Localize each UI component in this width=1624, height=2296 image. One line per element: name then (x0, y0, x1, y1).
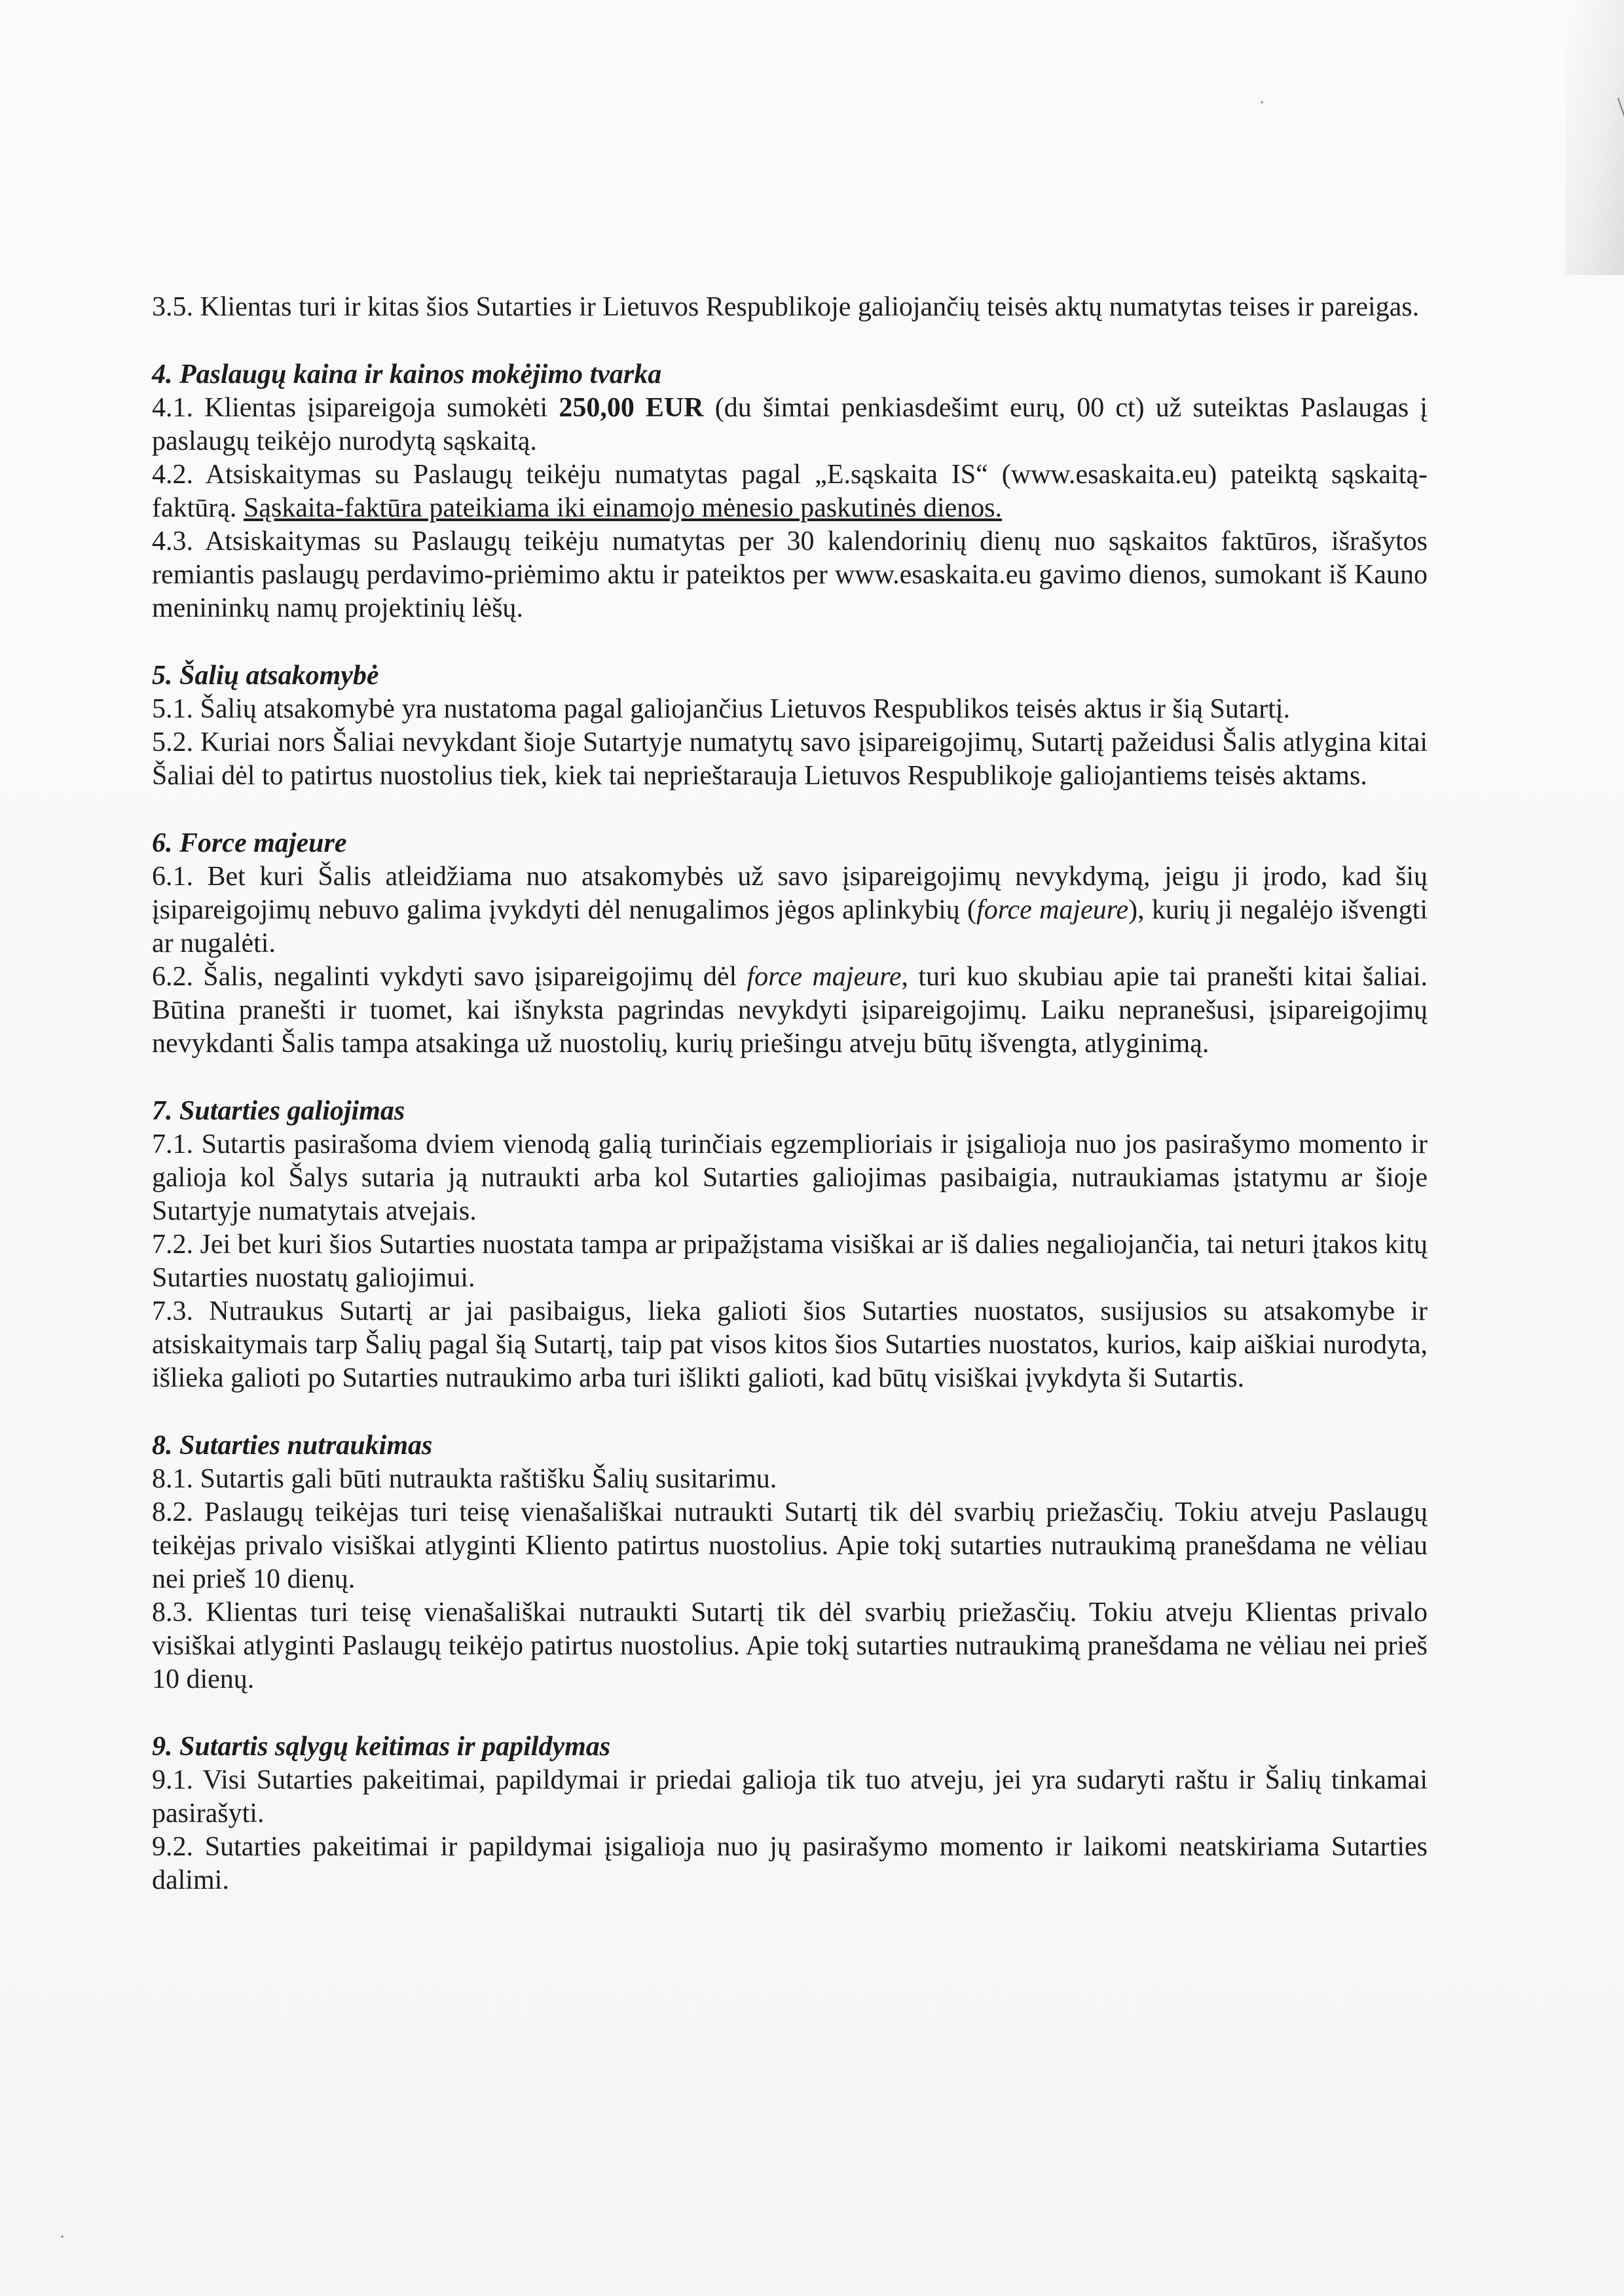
clause-8-2: 8.2. Paslaugų teikėjas turi teisę vienašališkai nutraukti Sutartį tik dėl svarbių priežasčių. Tokiu atveju Paslaugų teikėjas privalo visiškai atlyginti Kliento patirtus nuostolius. Apie tokį sutarties nutraukimą pranešdama ne vėliau nei prieš 10 dienų. (152, 1497, 1428, 1594)
section-4-heading: 4. Paslaugų kaina ir kainos mokėjimo tvarka (152, 359, 662, 390)
clause-9-1: 9.1. Visi Sutarties pakeitimai, papildymai ir priedai galioja tik tuo atveju, jei yra sudaryti raštu ir Šalių tinkamai pasirašyti. (152, 1765, 1428, 1829)
clause-6-2: 6.2. Šalis, negalinti vykdyti savo įsipareigojimų dėl force majeure, turi kuo skubiau apie tai pranešti kitai šaliai. Būtina pranešti ir tuomet, kai išnyksta pagrindas nevykdyti įsipareigojimų. Laiku nepranešusi, įsipareigojimų nevykdanti Šalis tampa atsakinga už nuostolių, kurių priešingu atveju būtų išvengta, atlyginimą. (152, 962, 1428, 1059)
clause-8-1: 8.1. Sutartis gali būti nutraukta raštišku Šalių susitarimu. (152, 1464, 777, 1494)
clause-7-2: 7.2. Jei bet kuri šios Sutarties nuostata tampa ar pripažįstama visiškai ar iš dalies negaliojančia, tai neturi įtakos kitų Sutarties nuostatų galiojimui. (152, 1230, 1428, 1293)
clause-6-1: 6.1. Bet kuri Šalis atleidžiama nuo atsakomybės už savo įsipareigojimų nevykdymą, jeigu ji įrodo, kad šių įsipareigojimų nebuvo galima įvykdyti dėl nenugalimos jėgos aplinkybių (force majeure), kurių ji negalėjo išvengti ar nugalėti. (152, 862, 1428, 958)
clause-7-1: 7.1. Sutartis pasirašoma dviem vienodą galią turinčiais egzemplioriais ir įsigalioja nuo jos pasirašymo momento ir galioja kol Šalys sutaria ją nutraukti arba kol Sutarties galiojimas pasibaigia, nutraukiamas įstatymu ar šioje Sutartyje numatytais atvejais. (152, 1129, 1428, 1226)
page-corner-fold (1565, 0, 1624, 275)
clause-3-5: 3.5. Klientas turi ir kitas šios Sutarties ir Lietuvos Respublikoje galiojančių teisės aktų numatytas teises ir pareigas. (152, 292, 1420, 322)
invoice-deadline-note: Sąskaita-faktūra pateikiama iki einamojo mėnesio paskutinės dienos. (243, 493, 1003, 523)
clause-7-3: 7.3. Nutraukus Sutartį ar jai pasibaigus, lieka galioti šios Sutarties nuostatos, susijusios su atsakomybe ir atsiskaitymais tarp Šalių pagal šią Sutartį, taip pat visos kitos šios Sutarties nuostatos, kurios, kaip aiškiai nurodyta, išlieka galioti po Sutarties nutraukimo arba turi išlikti galioti, kad būtų visiškai įvykdyta ši Sutartis. (152, 1296, 1428, 1393)
margin-speck: · (59, 2226, 65, 2248)
section-8-heading: 8. Sutarties nutraukimas (152, 1430, 433, 1461)
section-7-heading: 7. Sutarties galiojimas (152, 1096, 405, 1126)
margin-speck: · (1259, 92, 1265, 113)
clause-4-1: 4.1. Klientas įsipareigoja sumokėti 250,00 EUR (du šimtai penkiasdešimt eurų, 00 ct) už suteiktas Paslaugas į paslaugų teikėjo nurodytą sąskaitą. (152, 393, 1428, 456)
clause-4-3: 4.3. Atsiskaitymas su Paslaugų teikėju numatytas per 30 kalendorinių dienų nuo sąskaitos faktūros, išrašytos remiantis paslaugų perdavimo-priėmimo aktu ir pateiktos per www.esaskaita.eu gavimo dienos, sumokant iš Kauno menininkų namų projektinių lėšų. (152, 526, 1428, 623)
clause-9-2: 9.2. Sutarties pakeitimai ir papildymai įsigalioja nuo jų pasirašymo momento ir laikomi neatskiriama Sutarties dalimi. (152, 1832, 1428, 1895)
contract-text (152, 291, 1428, 1897)
section-5-heading: 5. Šalių atsakomybė (152, 661, 379, 691)
price-amount: 250,00 EUR (559, 393, 704, 423)
clause-4-2: 4.2. Atsiskaitymas su Paslaugų teikėju numatytas pagal „E.sąskaita IS“ (www.esaskaita.eu) pateiktą sąskaitą-faktūrą. Sąskaita-faktūra pateikiama iki einamojo mėnesio paskutinės dienos. (152, 460, 1428, 523)
clause-8-3: 8.3. Klientas turi teisę vienašališkai nutraukti Sutartį tik dėl svarbių priežasčių. Tokiu atveju Klientas privalo visiškai atlyginti Paslaugų teikėjo patirtus nuostolius. Apie tokį sutarties nutraukimą pranešdama ne vėliau nei prieš 10 dienų. (152, 1597, 1428, 1694)
section-6-heading: 6. Force majeure (152, 828, 347, 858)
clause-5-1: 5.1. Šalių atsakomybė yra nustatoma pagal galiojančius Lietuvos Respublikos teisės aktus ir šią Sutartį. (152, 694, 1291, 724)
clause-5-2: 5.2. Kuriai nors Šaliai nevykdant šioje Sutartyje numatytų savo įsipareigojimų, Sutartį pažeidusi Šalis atlygina kitai Šaliai dėl to patirtus nuostolius tiek, kiek tai neprieštarauja Lietuvos Respublikoje galiojantiems teisės aktams. (152, 727, 1428, 791)
section-9-heading: 9. Sutartis sąlygų keitimas ir papildymas (152, 1732, 611, 1762)
